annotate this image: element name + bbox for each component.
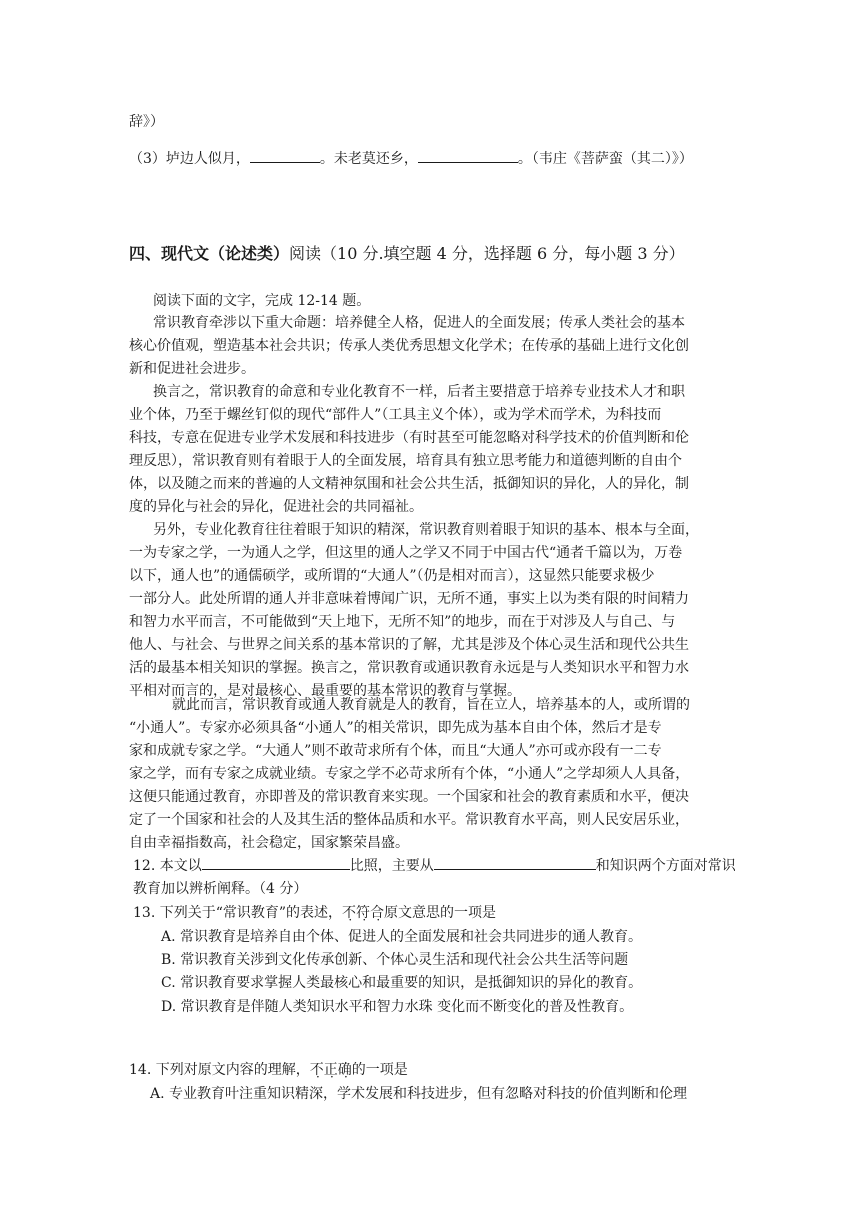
section-4-heading bbox=[129, 241, 685, 264]
q13-option-a[interactable]: A. 常识教育是培养自由个体、促进人的全面发展和社会共同进步的通人教育。 bbox=[161, 929, 643, 945]
q3-blank-1[interactable] bbox=[250, 148, 320, 163]
q12-part-c: 和知识两个方面对常识 bbox=[595, 858, 736, 874]
q14-emph-3: 确 bbox=[337, 1062, 352, 1078]
q13-stem-b: 原文意思的一项是 bbox=[384, 905, 497, 921]
q13-option-d[interactable]: D. 常识教育是伴随人类知识水平和智力水珠 变化而不断变化的普及性教育。 bbox=[161, 999, 634, 1015]
passage-line: 理反思），常识教育则有着眼于人的全面发展，培育具有独立思考能力和道德判断的自由个 bbox=[129, 453, 682, 469]
question-12-line-1 bbox=[133, 855, 736, 875]
passage-line: 科技，专意在促进专业学术发展和科技进步（有时甚至可能忽略对科学技术的价值判断和伦 bbox=[129, 430, 689, 446]
q14-stem-b: 的一项是 bbox=[351, 1062, 408, 1078]
q13-emph-3: 合 bbox=[370, 905, 385, 921]
q13-emph-2: 符 bbox=[356, 905, 371, 921]
q13-stem-a: 13. 下列关于“常识教育”的表述， bbox=[133, 905, 343, 921]
reading-instruction: 阅读下面的文字，完成 12-14 题。 bbox=[153, 293, 371, 309]
passage-line: 一为专家之学，一为通人之学，但这里的通人之学又不同于中国古代“通者千篇以为，万卷 bbox=[129, 545, 683, 561]
q13-emph-1: 不 bbox=[342, 905, 357, 921]
passage-line: 自由幸福指数高，社会稳定，国家繁荣昌盛。 bbox=[129, 835, 409, 851]
passage-line: 一部分人。此处所谓的通人并非意味着博闻广识，无所不通，事实上以为类有限的时间精力 bbox=[129, 591, 689, 607]
passage-line: 这便只能通过教育，亦即普及的常识教育来实现。一个国家和社会的教育素质和水平，便决 bbox=[129, 789, 689, 805]
passage-line: 和智力水平而言，不可能做到“天上地下，无所不知”的地步，而在于对涉及人与自己、与 bbox=[129, 614, 676, 630]
section-4-scoring: 阅读（10 分.填空题 4 分，选择题 6 分，每小题 3 分） bbox=[289, 244, 685, 263]
question-14-stem bbox=[129, 1059, 408, 1079]
q14-emph-2: 正 bbox=[323, 1062, 338, 1078]
prev-question-tail: 辞》） bbox=[129, 114, 164, 130]
q14-stem-a: 14. 下列对原文内容的理解， bbox=[129, 1062, 310, 1078]
q3-part-c: 。（韦庄《菩萨蛮（其二）》） bbox=[517, 151, 693, 167]
question-13-stem bbox=[133, 902, 496, 922]
q3-part-a: （3）垆边人似月， bbox=[129, 151, 250, 167]
section-4-title: 四、现代文（论述类） bbox=[129, 244, 290, 263]
question-12-line-2: 教育加以辨析阐释。（4 分） bbox=[133, 881, 308, 897]
question-3-line bbox=[129, 148, 693, 168]
passage-line: 业个体，乃至于螺丝钉似的现代“部件人”（工具主义个体），或为学术而学术，为科技而 bbox=[129, 407, 662, 423]
passage-line: 活的最基本相关知识的掌握。换言之，常识教育或通识教育永远是与人类知识水平和智力水 bbox=[129, 660, 689, 676]
passage-line: 他人、与社会、与世界之间关系的基本常识的了解，尤其是涉及个体心灵生活和现代公共生 bbox=[129, 637, 689, 653]
passage-line: 核心价值观，塑造基本社会共识；传承人类优秀思想文化学术；在传承的基础上进行文化创 bbox=[129, 338, 689, 354]
q14-emph-1: 不 bbox=[309, 1062, 324, 1078]
passage-line: 家之学，而有专家之成就业绩。专家之学不必苛求所有个体，“小通人”之学却须人人具备， bbox=[129, 766, 690, 782]
q12-part-a: 12. 本文以 bbox=[133, 858, 202, 874]
passage-line: 度的异化与社会的异化，促进社会的共同福祉。 bbox=[129, 499, 423, 515]
passage-line: “小通人”。专家亦必须具备“小通人”的相关常识，即先成为基本自由个体，然后才是专 bbox=[129, 720, 662, 736]
q3-blank-2[interactable] bbox=[418, 148, 518, 163]
q12-blank-1[interactable] bbox=[202, 855, 350, 870]
passage-line: 新和促进社会进步。 bbox=[129, 361, 255, 377]
passage-line: 以下，通人也”的通儒硕学，或所谓的“大通人”（仍是相对而言），这显然只能要求极少 bbox=[129, 568, 655, 584]
passage-line: 就此而言，常识教育或通人教育就是人的教育，旨在立人，培养基本的人，或所谓的 bbox=[172, 697, 690, 713]
passage-line: 常识教育牵涉以下重大命题：培养健全人格，促进人的全面发展；传承人类社会的基本 bbox=[153, 315, 685, 331]
passage-line: 换言之，常识教育的命意和专业化教育不一样，后者主要措意于培养专业技术人才和职 bbox=[153, 384, 685, 400]
passage-line: 定了一个国家和社会的人及其生活的整体品质和水平。常识教育水平高，则人民安居乐业， bbox=[129, 812, 689, 828]
passage-line: 家和成就专家之学。“大通人”则不敢苛求所有个体，而且“大通人”亦可或亦段有一二专 bbox=[129, 743, 662, 759]
passage-line: 另外，专业化教育往往着眼于知识的精深，常识教育则着眼于知识的基本、根本与全面， bbox=[153, 522, 699, 538]
q3-part-b: 。未老莫还乡， bbox=[319, 151, 418, 167]
q12-blank-2[interactable] bbox=[434, 855, 596, 870]
q13-option-c[interactable]: C. 常识教育要求掌握人类最核心和最重要的知识，是抵御知识的异化的教育。 bbox=[161, 975, 643, 991]
passage-line: 体，以及随之而来的普遍的人文精神氛围和社会公共生活，抵御知识的异化，人的异化，制 bbox=[129, 476, 689, 492]
q14-option-a[interactable]: A. 专业教育叶注重知识精深，学术发展和科技进步，但有忽略对科技的价值判断和伦理 bbox=[150, 1086, 688, 1102]
q13-option-b[interactable]: B. 常识教育关涉到文化传承创新、个体心灵生活和现代社会公共生活等问题 bbox=[161, 952, 629, 968]
passage-line: 平相对而言的，是对最核心、最重要的基本常识的教育与掌握。 bbox=[129, 683, 521, 699]
q12-part-b: 比照，主要从 bbox=[349, 858, 434, 874]
